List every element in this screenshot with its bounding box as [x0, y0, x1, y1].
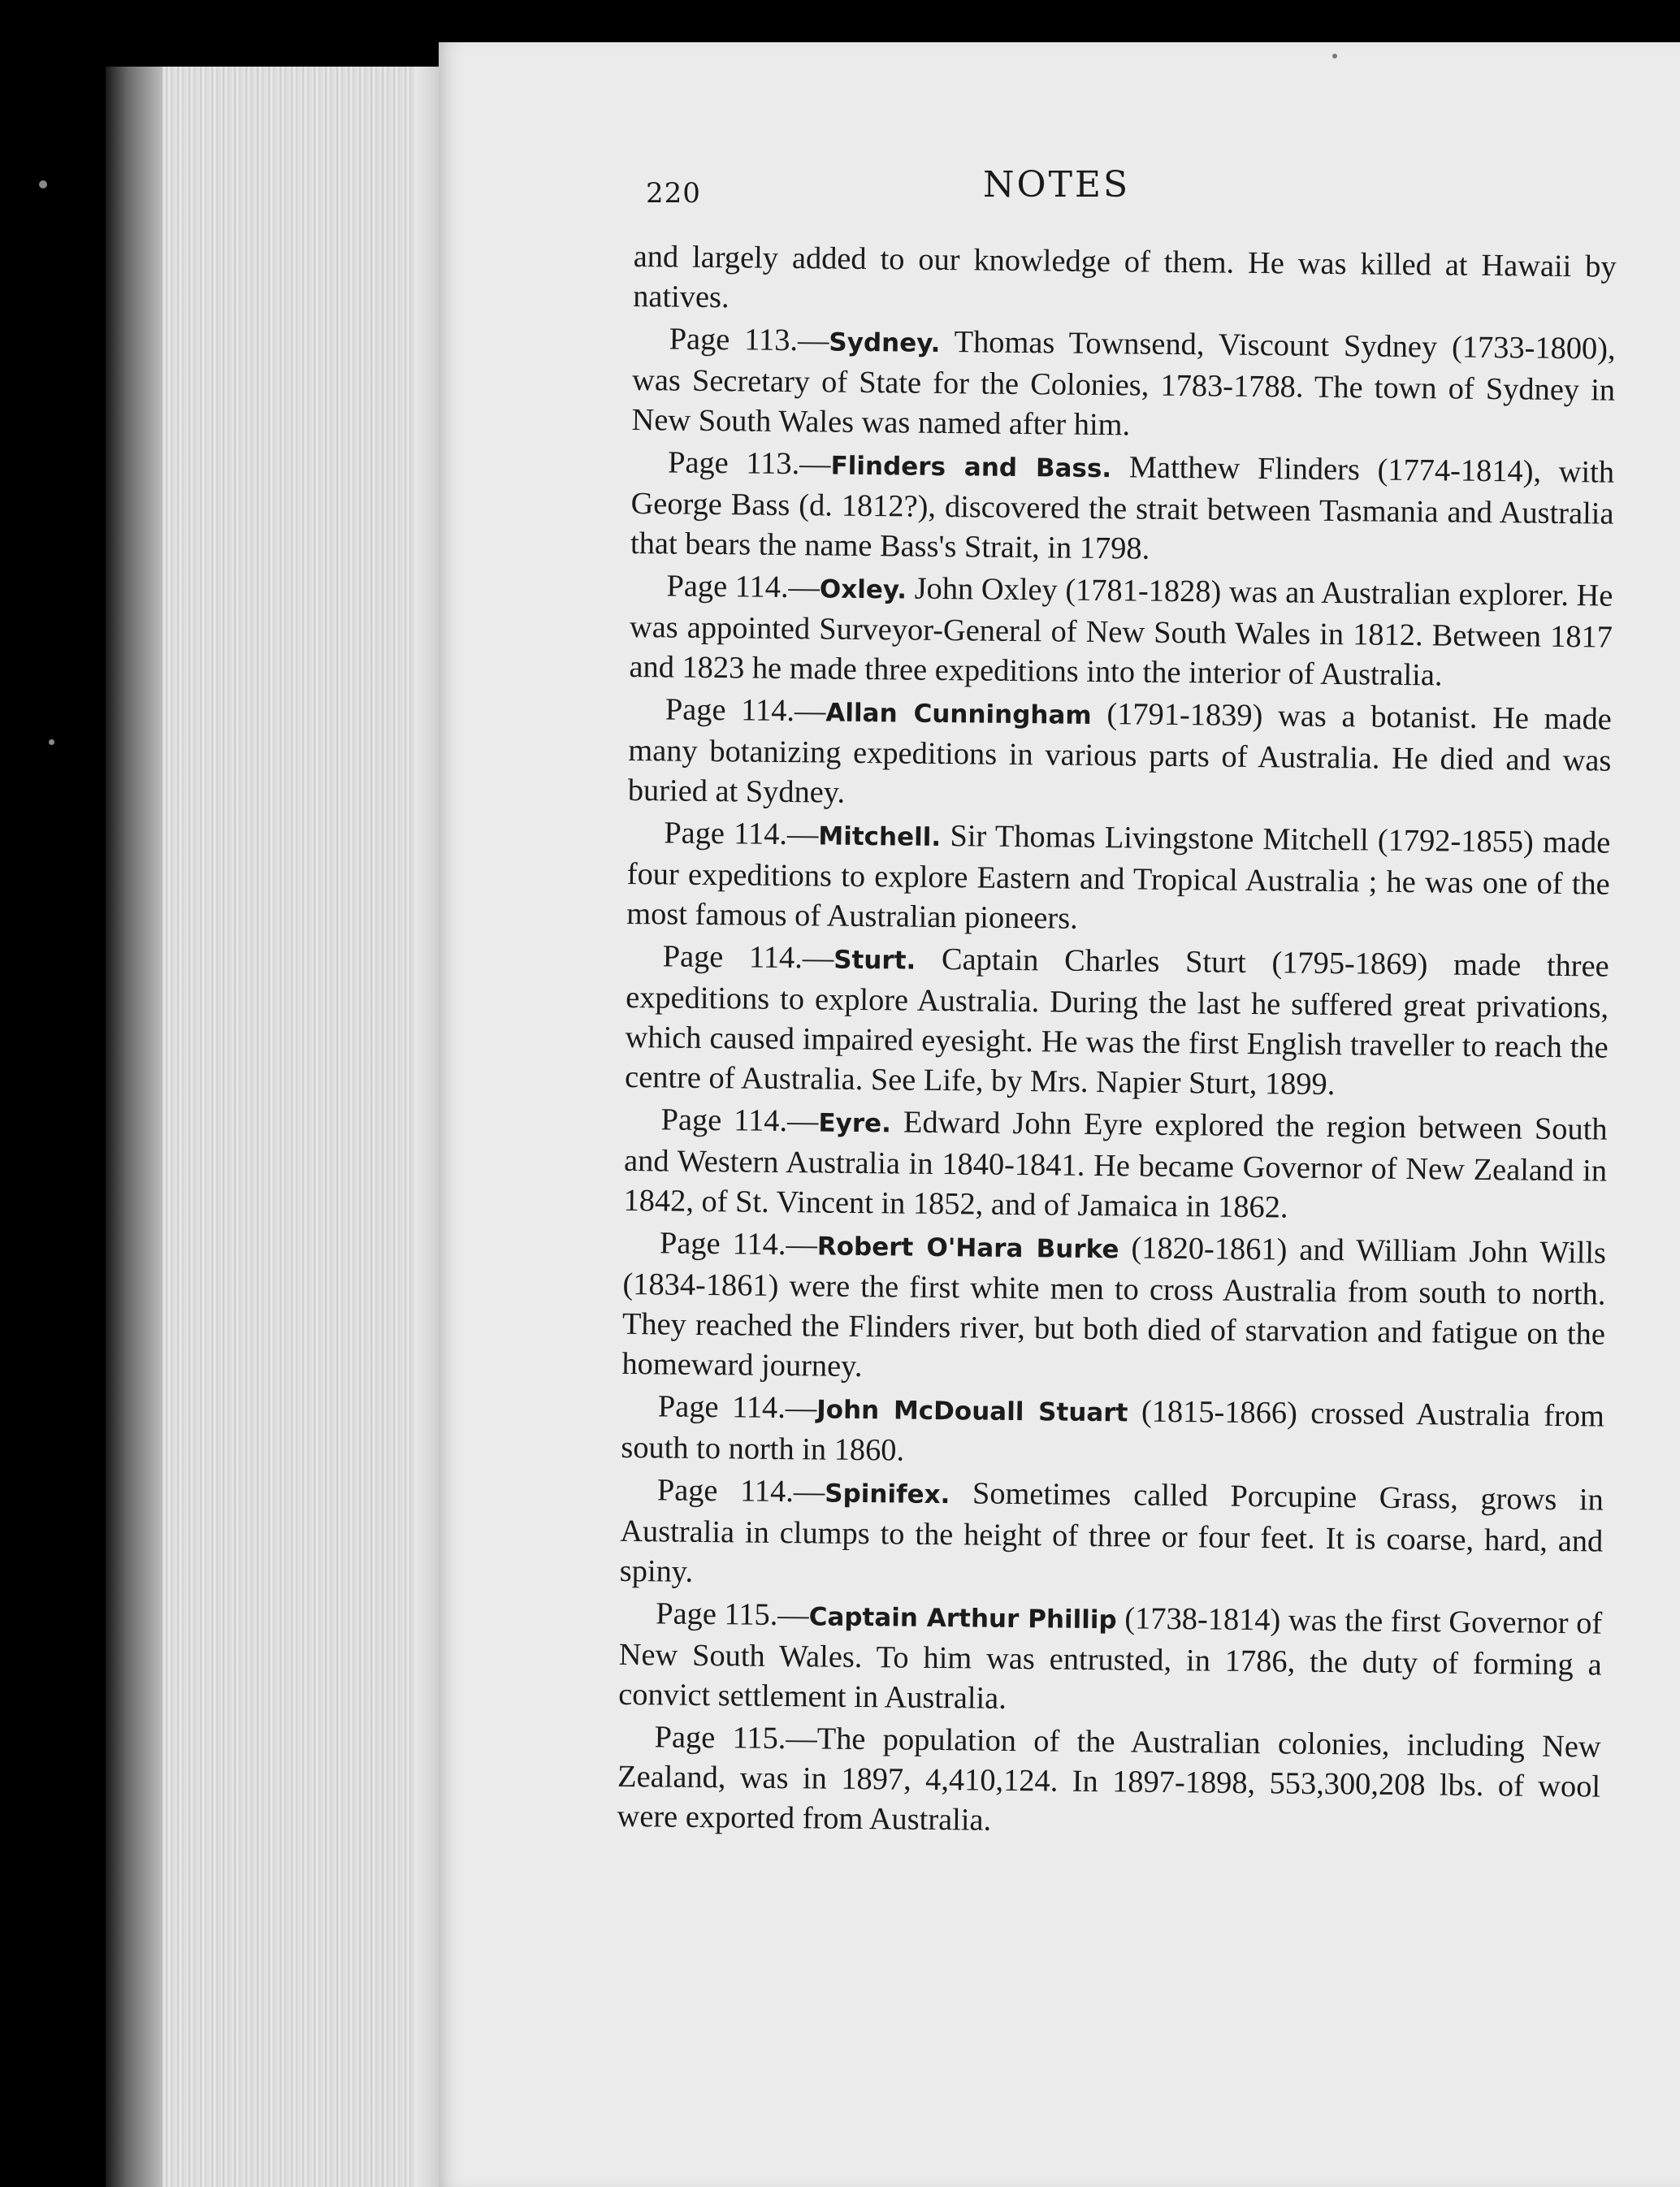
dust-speck	[39, 180, 47, 188]
note-page-ref: Page 114.—	[665, 692, 826, 729]
note-page-ref: Page 115.—	[654, 1720, 817, 1756]
note-headword: Sydney.	[829, 327, 941, 358]
book-page-edges	[106, 67, 439, 2187]
note-page-ref: Page 113.—	[669, 322, 829, 358]
note-headword: Mitchell.	[818, 821, 942, 852]
note-page-ref: Page 114.—	[662, 939, 834, 976]
note-headword: Eyre.	[818, 1108, 892, 1139]
note-headword: John McDouall Stuart	[816, 1395, 1128, 1428]
note-allan-cunningham	[628, 690, 1612, 821]
note-mitchell	[626, 813, 1610, 945]
note-text: (1738-1814) was the first Governor of New South Wales. To him was entrusted, in 1786, the duty of forming a convict settlement in Australia.	[617, 1601, 1603, 1716]
note-headword: Allan Cunningham	[825, 698, 1092, 730]
note-headword: Oxley.	[819, 574, 907, 605]
note-headword: Captain Arthur Phillip	[808, 1602, 1117, 1635]
note-text: Sometimes called Porcupine Grass, grows in Australia in clumps to the height of three or four feet. It is coarse, hard, and spiny.	[619, 1476, 1604, 1589]
note-text: (1815-1866) crossed Australia from south to north in 1860.	[621, 1394, 1605, 1468]
note-text: Sir Thomas Livingstone Mitchell (1792-1855) made four expeditions to explore Eastern and Tropical Australia ; he was one of the most famous of Australian pioneers.	[626, 819, 1611, 936]
notes-body	[617, 237, 1617, 1850]
note-burke-and-wills	[621, 1223, 1606, 1395]
note-page-ref: Page 114.—	[659, 1226, 818, 1262]
note-headword: Spinifex.	[825, 1479, 950, 1510]
note-text: The population of the Australian colonies, including New Zealand, was in 1897, 4,410,124. In 1897-1898, 553,300,208 lbs. of wool were exported from Australia.	[617, 1721, 1601, 1838]
dust-speck	[49, 739, 54, 745]
note-sydney	[631, 319, 1615, 451]
dust-speck	[1332, 54, 1337, 58]
note-text: John Oxley (1781-1828) was an Australian explorer. He was appointed Surveyor-General of New South Wales in 1812. Between 1817 and 1823 he made three expeditions into the interior of Australia.	[629, 571, 1613, 693]
note-flinders-and-bass	[630, 443, 1614, 574]
note-text: Matthew Flinders (1774-1814), with George Bass (d. 1812?), discovered the strait between Tasmania and Australia that bears the name Bass's Strait, in 1798.	[630, 450, 1615, 566]
running-title: NOTES	[983, 164, 1131, 206]
note-population	[617, 1717, 1600, 1847]
note-sturt	[625, 937, 1609, 1108]
note-page-ref: Page 114.—	[666, 569, 821, 605]
note-page-ref: Page 114.—	[656, 1473, 825, 1509]
note-arthur-phillip	[618, 1594, 1602, 1726]
note-page-ref: Page 115.—	[656, 1596, 809, 1633]
note-continuation	[633, 237, 1617, 327]
note-mcdouall-stuart	[621, 1387, 1604, 1479]
note-text: Captain Charles Sturt (1795-1869) made three expeditions to explore Australia. During the last he suffered great privations, which caused impaired eyesight. He was the first English traveller to reach the centre of Australia. See Life, by Mrs. Napier Sturt, 1899.	[624, 942, 1609, 1102]
page-number: 220	[646, 177, 701, 210]
note-page-ref: Page 113.—	[667, 445, 831, 482]
note-eyre	[623, 1100, 1607, 1232]
note-page-ref: Page 114.—	[660, 1102, 819, 1139]
note-page-ref: Page 114.—	[657, 1389, 817, 1426]
book-page	[439, 42, 1680, 2187]
note-spinifex	[620, 1470, 1604, 1602]
note-text: Thomas Townsend, Viscount Sydney (1733-1800), was Secretary of State for the Colonies, 1783-1788. The town of Sydney in New South Wales was named after him.	[631, 324, 1616, 443]
note-text: and largely added to our knowledge of them. He was killed at Hawaii by natives.	[633, 239, 1617, 315]
note-page-ref: Page 114.—	[664, 816, 819, 852]
note-text: (1820-1861) and William John Wills (1834-1861) were the first white men to cross Australia from south to north. They reached the Flinders river, but both died of starvation and fatigue on the homeward journey.	[621, 1231, 1607, 1384]
note-text: Edward John Eyre explored the region between South and Western Australia in 1840-1841. He became Governor of New Zealand in 1842, of St. Vincent in 1852, and of Jamaica in 1862.	[623, 1105, 1608, 1225]
note-oxley	[629, 566, 1613, 698]
note-text: (1791-1839) was a botanist. He made many botanizing expeditions in various parts of Australia. He died and was buried at Sydney.	[627, 696, 1613, 810]
note-headword: Sturt.	[834, 945, 916, 976]
note-headword: Robert O'Hara Burke	[816, 1232, 1119, 1265]
note-headword: Flinders and Bass.	[830, 451, 1112, 484]
running-head	[646, 164, 1625, 213]
